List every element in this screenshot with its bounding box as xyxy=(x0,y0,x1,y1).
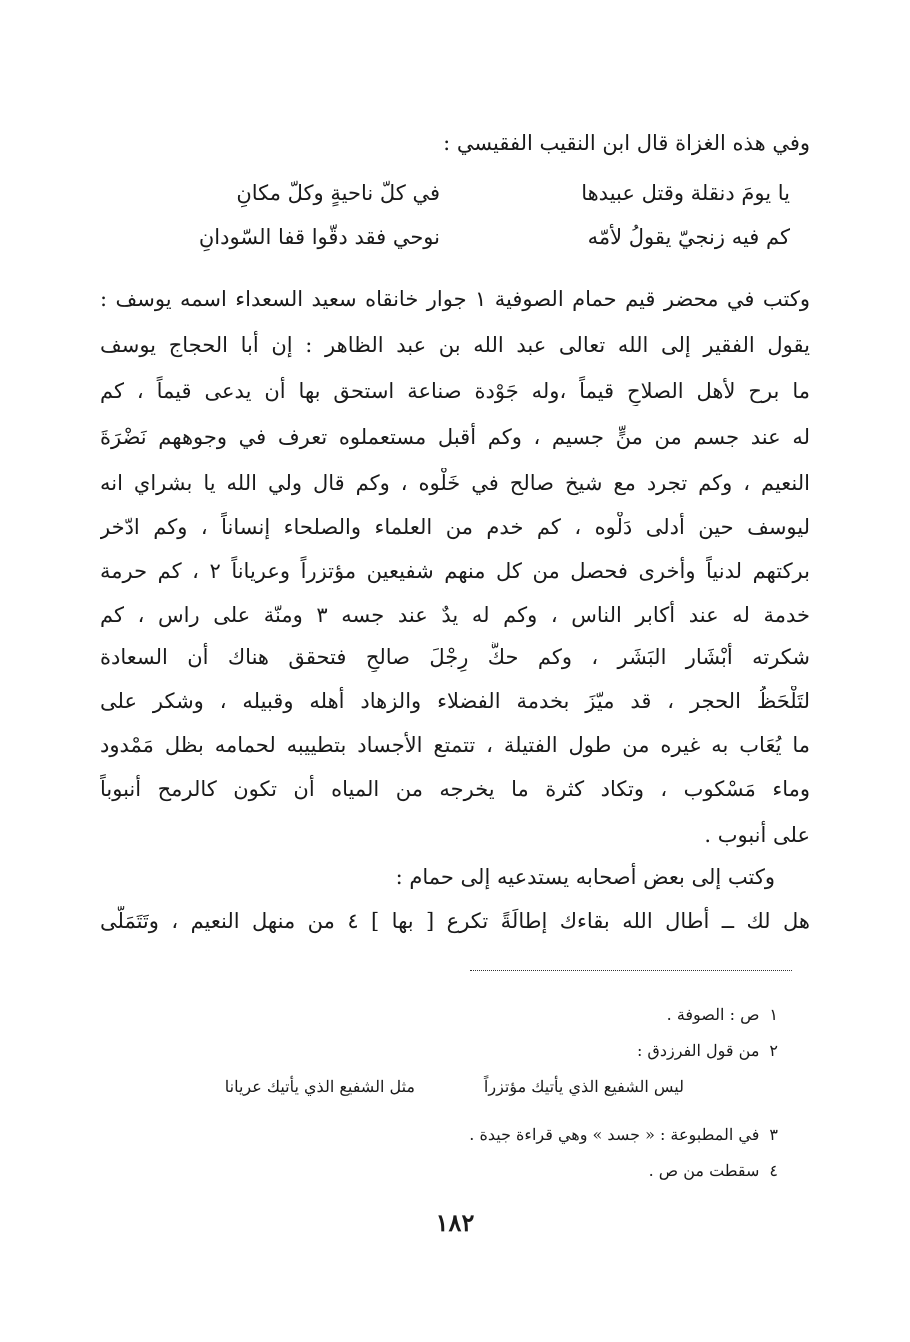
footnote-number: ٣ xyxy=(769,1125,778,1144)
prose-line: على أنبوب . xyxy=(704,823,810,847)
footnote-number: ١ xyxy=(769,1005,778,1024)
footnote-separator xyxy=(470,970,792,971)
prose-line: شكرته أبْشَار البَشَر ، وكم حكَّ رِجْلَ صالحٍ فتحقق هناك أن السعادة xyxy=(100,645,810,669)
prose-line: يقول الفقير إلى الله تعالى عبد الله بن عبد الظاهر : إن أبا الحجاج يوسف xyxy=(100,333,810,357)
prose-line: وماء مَسْكوب ، وتكاد كثرة ما يخرجه من المياه أن تكون كالرمح أنبوباً xyxy=(100,777,810,801)
prose-line: لتَلْحَظُ الحجر ، قد ميّزَ بخدمة الفضلاء والزهاد أهله وقبيله ، وشكر على xyxy=(100,689,810,713)
poem-verse-1-first-hemistich: يا يومَ دنقلة وقتل عبيدها xyxy=(581,181,790,205)
footnote-text: ص : الصوفة . xyxy=(666,1005,760,1024)
footnote-text: من قول الفرزدق : xyxy=(636,1041,760,1060)
footnote-verse-second-hemistich: مثل الشفيع الذي يأتيك عريانا xyxy=(224,1077,415,1096)
prose-line: له عند جسم من منٍّ جسيم ، وكم أقبل مستعملوه تعرف في وجوههم نَضْرَةَ xyxy=(100,425,810,449)
footnote-number: ٤ xyxy=(769,1161,778,1180)
page-number: ١٨٢ xyxy=(435,1208,475,1237)
poem-verse-1-second-hemistich: في كلّ ناحيةٍ وكلّ مكانِ xyxy=(236,181,440,205)
footnote-number: ٢ xyxy=(769,1041,778,1060)
poem-verse-2-second-hemistich: نوحي فقد دقّوا قفا السّودانِ xyxy=(198,225,440,249)
footnote-4 xyxy=(649,1160,778,1182)
intro-line: وفي هذه الغزاة قال ابن النقيب الفقيسي : xyxy=(443,131,810,155)
footnote-1 xyxy=(667,1004,778,1026)
poem-verse-2-first-hemistich: كم فيه زنجيّ يقولُ لأمّه xyxy=(587,225,790,249)
prose-line: ليوسف حين أدلى دَلْوه ، كم خدم من العلماء والصلحاء إنساناً ، وكم ادّخر xyxy=(100,515,810,539)
footnote-2 xyxy=(637,1040,778,1062)
footnote-3 xyxy=(469,1124,778,1146)
prose-line: النعيم ، وكم تجرد مع شيخ صالح في خَلْوه ، وكم قال ولي الله يا بشراي انه xyxy=(100,471,810,495)
prose-line: ما يُعَاب به غيره من طول الفتيلة ، تتمتع الأجساد بتطييبه لحمامه بظل مَمْدود xyxy=(100,733,810,757)
prose-line: وكتب في محضر قيم حمام الصوفية ١ جوار خانقاه سعيد السعداء اسمه يوسف : xyxy=(100,287,810,311)
prose-line: ما برح لأهل الصلاحِ قيماً ،وله جَوْدة صناعة استحق بها أن يدعى قيماً ، كم xyxy=(100,379,810,403)
prose-line: هل لك ــ أطال الله بقاءك إطالَةً تكرع [ بها ] ٤ من منهل النعيم ، وتَتَمَلّى xyxy=(100,909,810,933)
footnote-text: سقطت من ص . xyxy=(648,1161,760,1180)
footnote-verse-first-hemistich: ليس الشفيع الذي يأتيك مؤتزراً xyxy=(483,1077,684,1096)
prose-line: خدمة له عند أكابر الناس ، وكم له يدٌ عند جسه ٣ ومنّة على راس ، كم xyxy=(100,603,810,627)
footnote-text: في المطبوعة : « جسد » وهي قراءة جيدة . xyxy=(469,1125,760,1144)
prose-line: بركتهم لدنياً وأخرى فحصل من كل منهم شفيعين مؤتزراً وعرياناً ٢ ، كم حرمة xyxy=(100,559,810,583)
prose-line: وكتب إلى بعض أصحابه يستدعيه إلى حمام : xyxy=(395,865,775,889)
